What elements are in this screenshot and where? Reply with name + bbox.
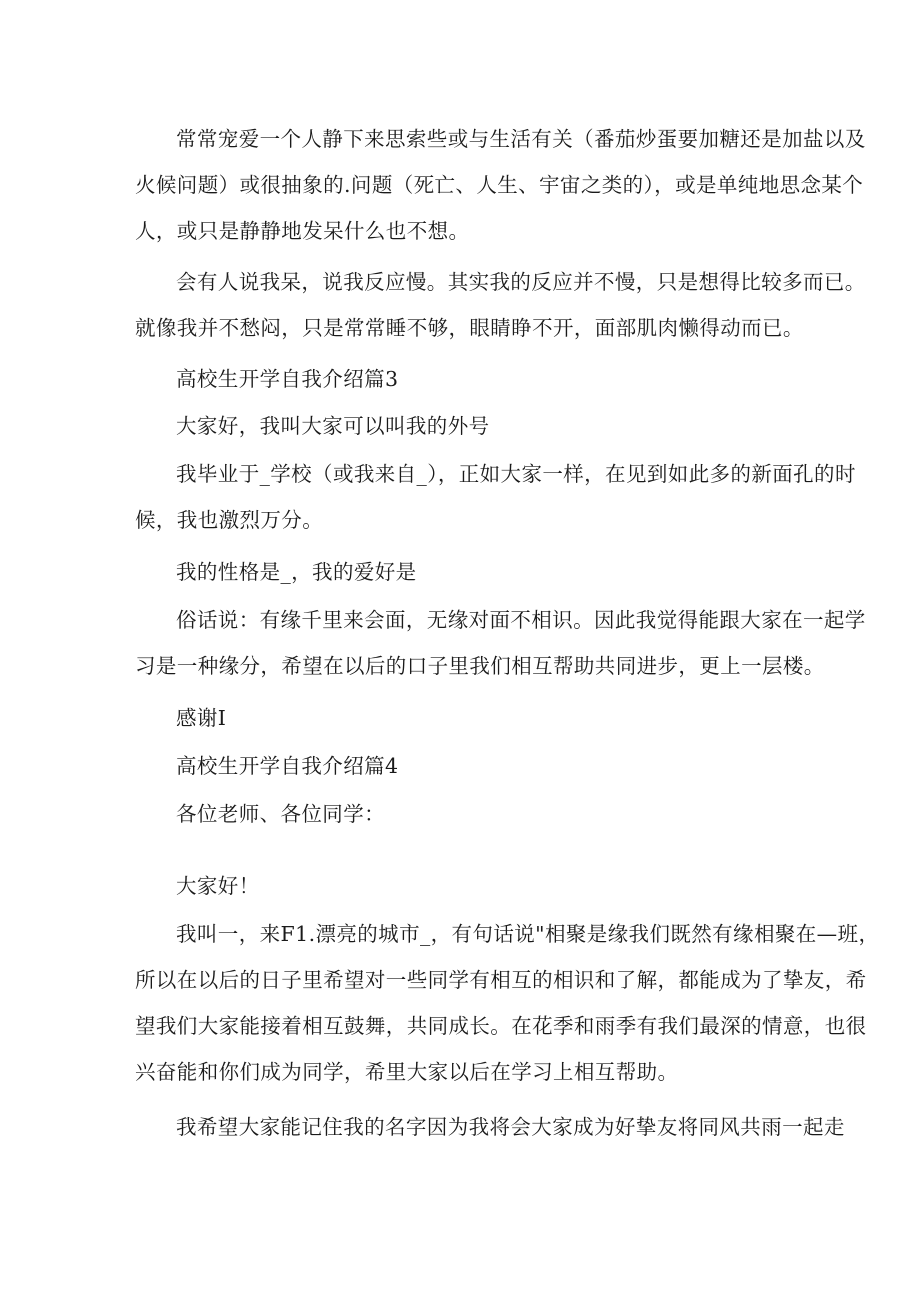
text-line: 俗话说：有缘千里来会面，无缘对面不相识。因此我觉得能跟大家在一起学 xyxy=(176,608,866,632)
text-line: 望我们大家能接着相互鼓舞，共同成长。在花季和雨季有我们最深的情意，也很 xyxy=(135,1014,867,1038)
paragraph-personality xyxy=(176,549,796,595)
paragraph-proverb xyxy=(135,597,866,689)
text-line: 所以在以后的日子里希望对一些同学有相互的相识和了解，都能成为了挚友，希 xyxy=(135,968,867,992)
text-line: 感谢I xyxy=(176,706,227,730)
greeting-paragraph xyxy=(176,403,796,449)
text-line: 我毕业于_学校（或我来自_），正如大家一样，在见到如此多的新面孔的时 xyxy=(176,462,856,486)
paragraph-2 xyxy=(135,259,866,351)
text-line: 各位老师、各位同学： xyxy=(176,802,385,826)
paragraph-thanks xyxy=(176,695,796,741)
paragraph-address xyxy=(176,791,796,837)
text-line: 高校生开学自我介绍篇3 xyxy=(176,367,399,391)
text-line: 我希望大家能记住我的名字因为我将会大家成为好挚友将同风共雨一起走 xyxy=(176,1115,845,1139)
paragraph-1 xyxy=(135,116,866,254)
text-line: 就像我并不愁闷，只是常常睡不够，眼睛睁不开，面部肌肉懒得动而已。 xyxy=(135,316,804,340)
paragraph-introduction xyxy=(135,911,880,1095)
section-heading-4 xyxy=(176,743,796,789)
text-line: 大家好，我叫大家可以叫我的外号 xyxy=(176,414,490,438)
text-line: 我叫一，来F1.漂亮的城市_，有句话说"相聚是缘我们既然有缘相聚在—班， xyxy=(176,922,880,946)
text-line: 人，或只是静静地发呆什么也不想。 xyxy=(135,219,470,243)
paragraph-graduation xyxy=(135,451,856,543)
paragraph-closing xyxy=(135,1104,845,1150)
text-line: 我的性格是_，我的爱好是 xyxy=(176,560,417,584)
section-heading-3 xyxy=(176,356,796,402)
paragraph-hello xyxy=(176,863,796,909)
text-line: 火候问题）或很抽象的.问题（死亡、人生、宇宙之类的），或是单纯地思念某个 xyxy=(135,173,864,197)
text-line: 常常宠爱一个人静下来思索些或与生活有关（番茄炒蛋要加糖还是加盐以及 xyxy=(176,127,866,151)
text-line: 候，我也激烈万分。 xyxy=(135,508,324,532)
text-line: 习是一种缘分，希望在以后的口子里我们相互帮助共同进步，更上一层楼。 xyxy=(135,654,825,678)
text-line: 高校生开学自我介绍篇4 xyxy=(176,754,399,778)
text-line: 兴奋能和你们成为同学，希里大家以后在学习上相互帮助。 xyxy=(135,1060,679,1084)
text-line: 会有人说我呆，说我反应慢。其实我的反应并不慢，只是想得比较多而已。 xyxy=(176,270,866,294)
text-line: 大家好！ xyxy=(176,874,260,898)
